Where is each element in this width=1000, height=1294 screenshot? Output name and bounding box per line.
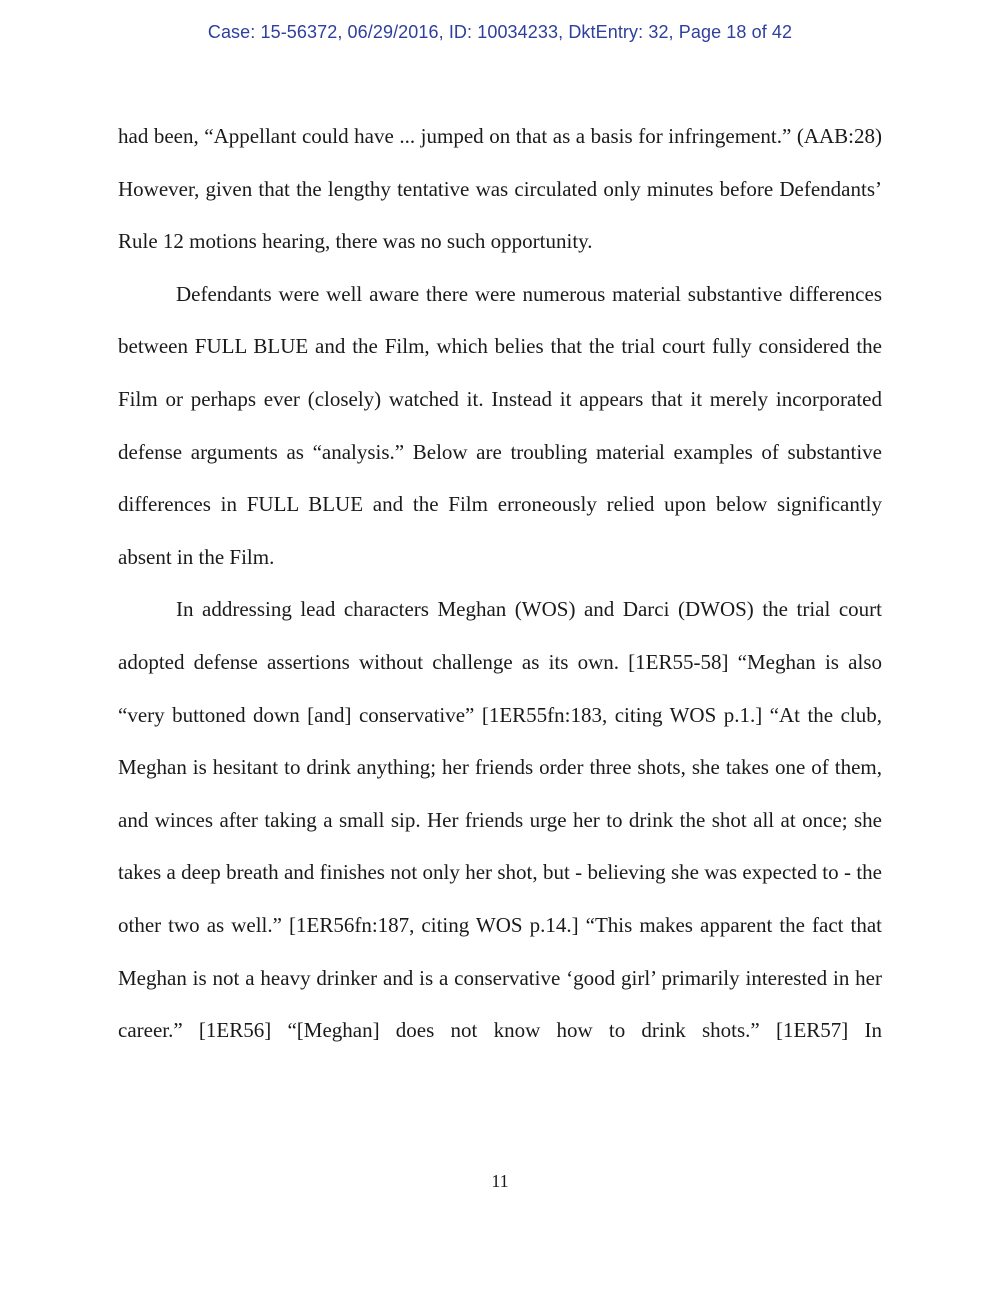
paragraph-differences: Defendants were well aware there were numerous material substantive differences between FULL BLUE and the Film, which belies that the trial court fully considered the Film or perhaps ever (closely) watched it. Instead it appears that it merely incorporated defense arguments as “analysis.” Below are troubling material examples of substantive differences in FULL BLUE and the Film erroneously relied upon below significantly absent in the Film. <box>118 281 882 569</box>
page-number: 11 <box>491 1171 509 1191</box>
body-text <box>118 110 882 1057</box>
paragraph-lead-characters: In addressing lead characters Meghan (WOS) and Darci (DWOS) the trial court adopted defense assertions without challenge as its own. [1ER55-58] “Meghan is also “very buttoned down [and] conservative” [1ER55fn:183, citing WOS p.1.] “At the club, Meghan is hesitant to drink anything; her friends order three shots, she takes one of them, and winces after taking a small sip. Her friends urge her to drink the shot all at once; she takes a deep breath and finishes not only her shot, but - believing she was expected to - the other two as well.” [1ER56fn:187, citing WOS p.14.] “This makes apparent the fact that Meghan is not a heavy drinker and is a conservative ‘good girl’ primarily interested in her career.” [1ER56] “[Meghan] does not know how to drink shots.” [1ER57] In <box>118 597 882 1043</box>
case-header: Case: 15-56372, 06/29/2016, ID: 10034233, DktEntry: 32, Page 18 of 42 <box>207 22 793 42</box>
paragraph-continuation: had been, “Appellant could have ... jumped on that as a basis for infringement.” (AAB:28) However, given that the lengthy tentative was circulated only minutes before Defendants’ Rule 12 motions hearing, there was no such opportunity. <box>118 124 882 254</box>
